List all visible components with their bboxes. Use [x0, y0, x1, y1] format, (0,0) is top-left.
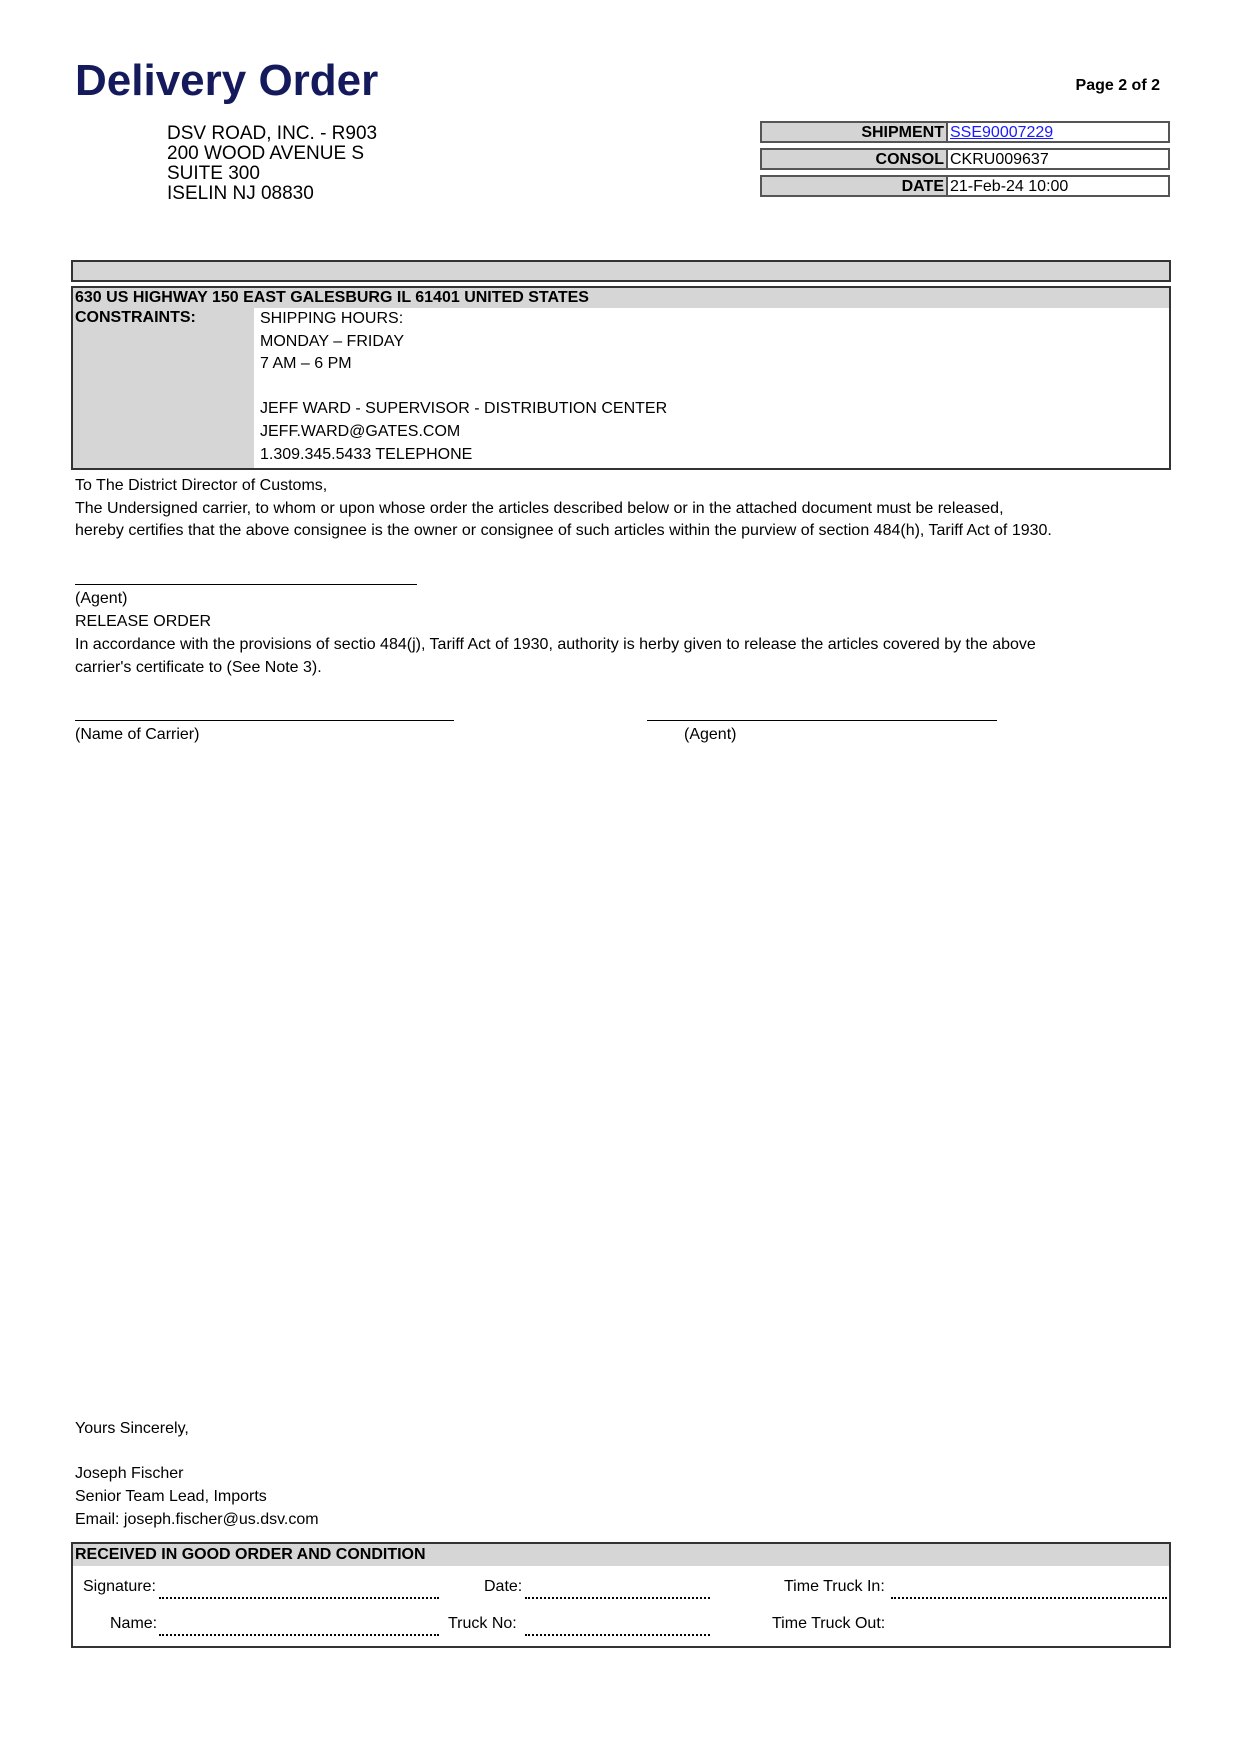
sender-address — [167, 124, 377, 204]
received-box — [71, 1542, 1171, 1648]
customs-salutation: To The District Director of Customs, — [75, 477, 328, 494]
name-field[interactable] — [159, 1634, 439, 1636]
truck-no-label: Truck No: — [448, 1615, 517, 1632]
carrier-label: (Name of Carrier) — [75, 726, 200, 743]
date-field-label: Date: — [484, 1578, 523, 1595]
certification-line-2: hereby certifies that the above consignee is the owner or consignee of such articles within the purview of section 484(h), Tariff Act of 1930. — [75, 522, 1052, 539]
sender-line: SUITE 300 — [167, 163, 260, 184]
delivery-address: 630 US HIGHWAY 150 EAST GALESBURG IL 61401 UNITED STATES — [73, 288, 1169, 308]
shipment-link[interactable]: SSE90007229 — [950, 124, 1054, 141]
certification-line-1: The Undersigned carrier, to whom or upon whose order the articles described below or in the attached document must be released, — [75, 500, 1004, 517]
constraint-line: 1.309.345.5433 TELEPHONE — [260, 445, 473, 463]
signer-role: Senior Team Lead, Imports — [75, 1488, 267, 1505]
section-divider-bar — [71, 260, 1171, 282]
signature-label: Signature: — [83, 1578, 156, 1595]
sender-line: DSV ROAD, INC. - R903 — [167, 123, 378, 144]
time-out-label: Time Truck Out: — [772, 1615, 886, 1632]
constraint-line: 7 AM – 6 PM — [260, 355, 352, 373]
closing-salutation: Yours Sincerely, — [75, 1420, 189, 1437]
received-title: RECEIVED IN GOOD ORDER AND CONDITION — [73, 1544, 1169, 1566]
shipment-label: SHIPMENT — [762, 123, 948, 141]
constraints-list — [260, 308, 667, 466]
release-line-2: carrier's certificate to (See Note 3). — [75, 659, 322, 676]
page-number: Page 2 of 2 — [1075, 77, 1160, 94]
sender-line: 200 WOOD AVENUE S — [167, 143, 365, 164]
consol-value: CKRU009637 — [950, 151, 1049, 168]
carrier-signature-line — [75, 720, 454, 721]
release-order-title: RELEASE ORDER — [75, 613, 212, 630]
constraint-line: JEFF WARD - SUPERVISOR - DISTRIBUTION CENTER — [260, 400, 668, 418]
delivery-box — [71, 286, 1171, 470]
agent-signature-line — [75, 584, 417, 585]
date-label: DATE — [762, 177, 948, 195]
time-in-field[interactable] — [891, 1597, 1167, 1599]
sender-line: ISELIN NJ 08830 — [167, 183, 314, 204]
document-title: Delivery Order — [75, 56, 379, 105]
time-in-label: Time Truck In: — [784, 1578, 885, 1595]
constraint-line — [260, 376, 667, 399]
signer-name: Joseph Fischer — [75, 1465, 184, 1482]
truck-no-field[interactable] — [525, 1634, 710, 1636]
date-field[interactable] — [525, 1597, 710, 1599]
shipment-row — [760, 121, 1170, 143]
signature-field[interactable] — [159, 1597, 439, 1599]
constraint-line: MONDAY – FRIDAY — [260, 332, 405, 350]
constraint-line: JEFF.WARD@GATES.COM — [260, 422, 461, 440]
consol-label: CONSOL — [762, 150, 948, 168]
name-label: Name: — [110, 1615, 158, 1632]
date-value: 21-Feb-24 10:00 — [950, 178, 1069, 195]
constraint-line: SHIPPING HOURS: — [260, 310, 404, 327]
release-agent-signature-line — [647, 720, 997, 721]
date-row — [760, 175, 1170, 197]
constraints-label: CONSTRAINTS: — [73, 308, 254, 468]
signer-email: Email: joseph.fischer@us.dsv.com — [75, 1511, 319, 1528]
release-line-1: In accordance with the provisions of sectio 484(j), Tariff Act of 1930, authority is herby given to release the articles covered by the above — [75, 636, 1036, 653]
consol-row — [760, 148, 1170, 170]
release-agent-label: (Agent) — [684, 726, 737, 743]
agent-label: (Agent) — [75, 590, 128, 607]
